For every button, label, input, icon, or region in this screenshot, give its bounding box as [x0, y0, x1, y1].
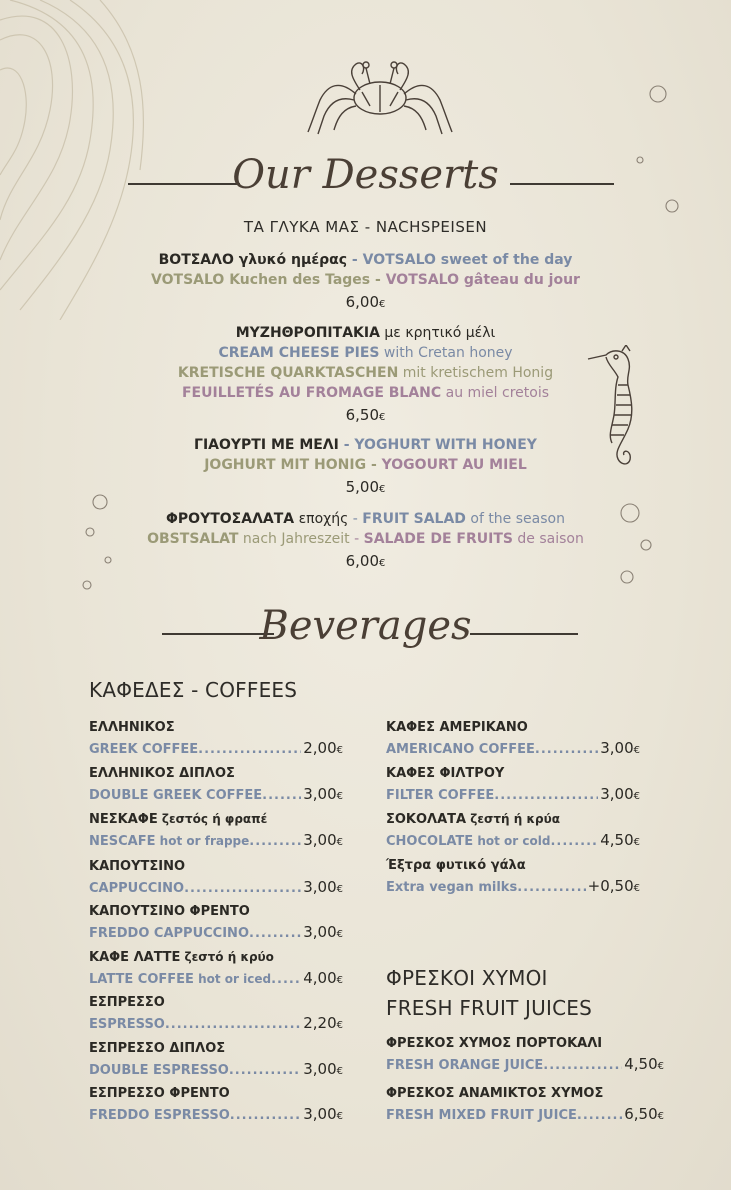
beverages-title: Beverages [259, 603, 472, 649]
list-item: ΦΡΕΣΚΟΣ ΑΝΑΜΙΚΤΟΣ ΧΥΜΟΣ FRESH MIXED FRUIT JUICE ..... 6,50€ [386, 1083, 664, 1127]
list-item: ΕΣΠΡΕΣΣΟ ESPRESSO ..... 2,20€ [89, 992, 343, 1036]
list-item: ΕΣΠΡΕΣΣΟ ΦΡΕΝΤΟ FREDDO ESPRESSO ..... 3,00€ [89, 1083, 343, 1127]
list-item: ΦΡΕΣΚΟΣ ΧΥΜΟΣ ΠΟΡΤΟΚΑΛΙ FRESH ORANGE JUICE ..... 4,50€ [386, 1033, 664, 1077]
list-item: ΚΑΦΕ ΛΑΤΤΕ ζεστό ή κρύο LATTE COFFEE hot or iced ..... 4,00€ [89, 947, 343, 991]
juices-heading-greek: ΦΡΕΣΚΟΙ ΧΥΜΟΙ [386, 966, 548, 990]
dessert-item: ΜΥΖΗΘΡΟΠΙΤΑΚΙΑ με κρητικό μέλι CREAM CHEESE PIES with Cretan honey KRETISCHE QUARKTASCHEN mit kretischem Honig FEUILLETÉS AU FROMAGE BLANC au miel cretois 6,50€ [177, 325, 554, 424]
list-item: ΕΛΛΗΝΙΚΟΣ GREEK COFFEE ..... 2,00€ [89, 717, 343, 761]
desserts-subtitle: ΤΑ ΓΛΥΚΑ ΜΑΣ - NACHSPEISEN [243, 218, 488, 236]
dessert-item: ΓΙΑΟΥΡΤΙ ΜΕ ΜΕΛΙ - YOGHURT WITH HONEY JOGHURT MIT HONIG - YOGOURT AU MIEL 5,00€ [194, 437, 537, 496]
list-item: ΝΕΣΚΑΦΕ ζεστός ή φραπέ NESCAFE hot or frappe ..... 3,00€ [89, 809, 343, 853]
list-item: ΕΛΛΗΝΙΚΟΣ ΔΙΠΛΟΣ DOUBLE GREEK COFFEE ..... 3,00€ [89, 763, 343, 807]
list-item: ΚΑΦΕΣ ΦΙΛΤΡΟΥ FILTER COFFEE ..... 3,00€ [386, 763, 640, 807]
desserts-title: Our Desserts [232, 152, 499, 198]
list-item: ΚΑΦΕΣ ΑΜΕΡΙΚΑΝΟ AMERICANO COFFEE ..... 3,00€ [386, 717, 640, 761]
dessert-item: ΒΟΤΣΑΛΟ γλυκό ημέρας - VOTSALO sweet of the day VOTSALO Kuchen des Tages - VOTSALO gâteau du jour 6,00€ [151, 252, 580, 311]
dessert-item: ΦΡΟΥΤΟΣΑΛΑΤΑ εποχής - FRUIT SALAD of the season OBSTSALAT nach Jahreszeit - SALADE DE FRUITS de saison 6,00€ [147, 511, 584, 570]
juices-heading-english: FRESH FRUIT JUICES [386, 996, 592, 1020]
list-item: Έξτρα φυτικό γάλα Extra vegan milks ..... +0,50€ [386, 855, 640, 899]
coffees-heading: ΚΑΦΕΔΕΣ - COFFEES [89, 678, 298, 702]
list-item: ΕΣΠΡΕΣΣΟ ΔΙΠΛΟΣ DOUBLE ESPRESSO ..... 3,00€ [89, 1038, 343, 1082]
list-item: ΚΑΠΟΥΤΣΙΝΟ ΦΡΕΝΤΟ FREDDO CAPPUCCINO ..... 3,00€ [89, 901, 343, 945]
list-item: ΣΟΚΟΛΑΤΑ ζεστή ή κρύα CHOCOLATE hot or cold ..... 4,50€ [386, 809, 640, 853]
list-item: ΚΑΠΟΥΤΣΙΝΟ CAPPUCCINO ..... 3,00€ [89, 856, 343, 900]
